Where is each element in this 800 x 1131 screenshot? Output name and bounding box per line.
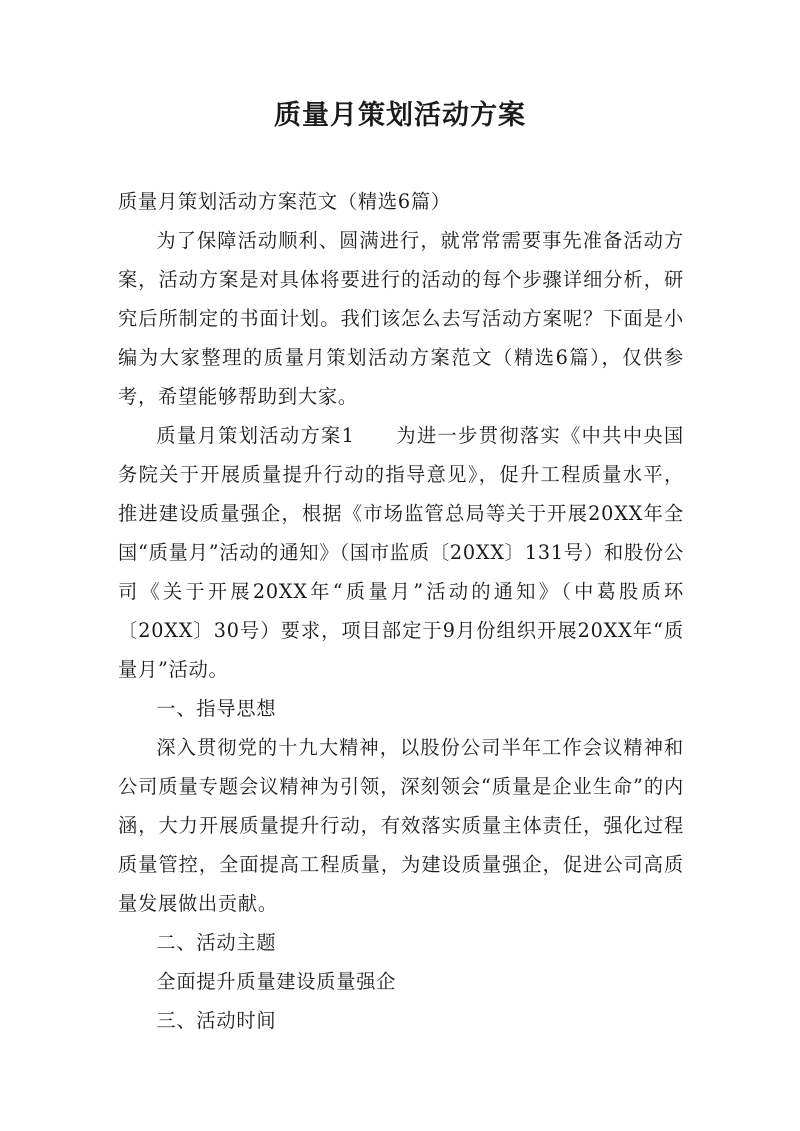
heading-activity-time: 三、活动时间 — [156, 1009, 277, 1032]
paragraph-intro: 为了保障活动顺利、圆满进行，就常常需要事先准备活动方案，活动方案是对具体将要进行的活动的每个步骤详细分析，研究后所制定的书面计划。我们该怎么去写活动方案呢？下面是小编为大家整理的质量月策划活动方案范文（精选6篇），仅供参考，希望能够帮助到大家。 — [118, 229, 684, 408]
document-title: 质量月策划活动方案 — [274, 100, 526, 131]
document-body — [118, 182, 684, 1040]
paragraph-plan-1: 质量月策划活动方案1 为进一步贯彻落实《中共中央国务院关于开展质量提升行动的指导意见》，促升工程质量水平，推进建设质量强企，根据《市场监管总局等关于开展20XX年全国“质量月”活动的通知》（国市监质〔20XX〕131号）和股份公司《关于开展20XX年“质量月”活动的通知》（中葛股质环〔20XX〕30号）要求，项目部定于9月份组织开展20XX年“质量月”活动。 — [118, 424, 684, 681]
paragraph-guiding-thought: 深入贯彻党的十九大精神，以股份公司半年工作会议精神和公司质量专题会议精神为引领，深刻领会“质量是企业生命”的内涵，大力开展质量提升行动，有效落实质量主体责任，强化过程质量管控，全面提高工程质量，为建设质量强企，促进公司高质量发展做出贡献。 — [118, 736, 684, 915]
paragraph-subtitle: 质量月策划活动方案范文（精选6篇） — [118, 190, 451, 213]
heading-guiding-thought: 一、指导思想 — [156, 697, 277, 720]
paragraph-activity-theme: 全面提升质量建设质量强企 — [156, 970, 397, 993]
heading-activity-theme: 二、活动主题 — [156, 931, 277, 954]
